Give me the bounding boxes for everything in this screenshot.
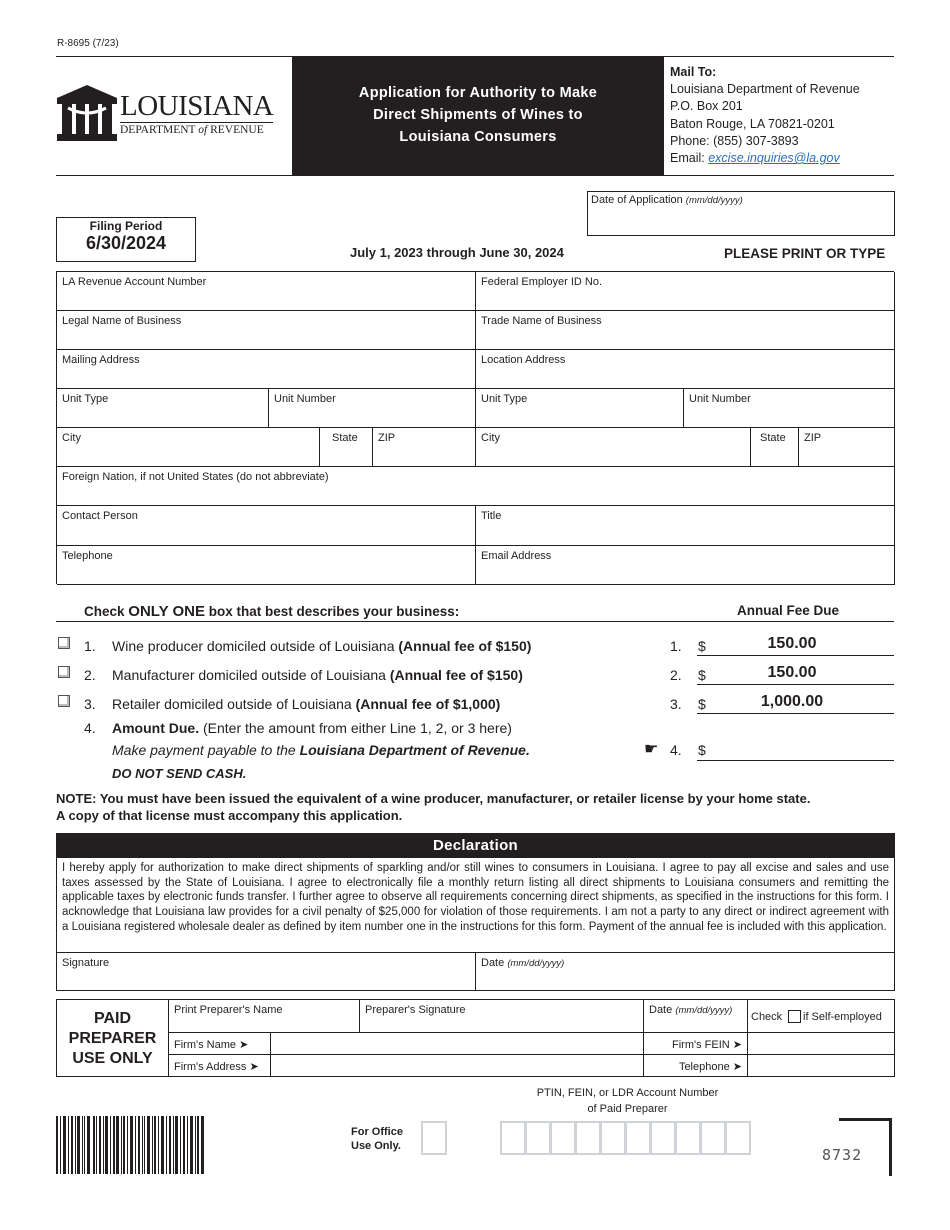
license-note-line-2: A copy of that license must accompany this application. — [56, 808, 403, 823]
state-label: State — [332, 432, 358, 444]
telephone-field[interactable] — [57, 546, 476, 585]
mailing-unit-number-field[interactable] — [269, 389, 476, 428]
trade-name-field[interactable] — [476, 311, 895, 350]
license-note-line-1: NOTE: You must have been issued the equivalent of a wine producer, manufacturer, or retailer license by your home state. — [56, 791, 811, 806]
line-3-fee-note: (Annual fee of $1,000) — [355, 696, 501, 712]
license-note — [56, 790, 810, 824]
preparer-telephone-label: Telephone — [678, 1061, 730, 1073]
pointing-hand-icon: ☛ — [644, 741, 659, 758]
form-number: R-8695 (7/23) — [57, 38, 119, 49]
paid-preparer-section — [56, 999, 895, 1077]
preparer-date-label: Date (mm/dd/yyyy) — [649, 1004, 733, 1016]
mailing-unit-type-field[interactable] — [57, 389, 269, 428]
fein-field[interactable] — [476, 272, 895, 311]
self-employed-check-label: Check — [751, 1011, 783, 1023]
line-2-dollar: $ — [698, 667, 706, 683]
date-of-application-label: Date of Application (mm/dd/yyyy) — [591, 194, 743, 206]
firm-name-label-cell — [169, 1033, 271, 1055]
self-employed-label: if Self-employed — [803, 1011, 882, 1023]
fein-label: Federal Employer ID No. — [481, 276, 603, 288]
preparer-signature-label: Preparer's Signature — [365, 1004, 466, 1016]
filing-period-value: 6/30/2024 — [85, 233, 167, 253]
check-instruction-post: box that best describes your business: — [204, 604, 460, 619]
line-1 — [84, 638, 531, 654]
line-1-text: Wine producer domiciled outside of Louisiana — [112, 638, 399, 654]
arrow-right-icon: ➤ — [249, 1061, 259, 1073]
telephone-label: Telephone — [62, 550, 113, 562]
email-address-label: Email Address — [481, 550, 552, 562]
logo — [56, 84, 276, 144]
ptin-box — [600, 1121, 626, 1155]
firm-name-field[interactable] — [271, 1033, 644, 1055]
check-instruction-pre: Check — [84, 604, 129, 619]
line-4-underline — [697, 760, 894, 761]
mail-to-phone: Phone: (855) 307-3893 — [670, 133, 799, 148]
unit-type-label: Unit Type — [62, 393, 109, 405]
mail-to-block — [670, 64, 860, 167]
la-account-field[interactable] — [57, 272, 476, 311]
payable-note — [112, 742, 530, 758]
line-1-right-number: 1. — [670, 638, 682, 654]
mail-to-email-link[interactable]: excise.inquiries@la.gov — [708, 151, 840, 166]
declaration-date-field[interactable] — [476, 952, 894, 991]
location-address-field[interactable] — [476, 350, 895, 389]
contact-person-label: Contact Person — [62, 510, 138, 522]
line-3 — [84, 696, 500, 712]
preparer-telephone-field[interactable] — [748, 1055, 894, 1076]
line-2-underline — [697, 684, 894, 685]
logo-sub-of: of — [198, 124, 208, 136]
paid-preparer-line-3: USE ONLY — [72, 1050, 153, 1067]
check-instruction-bold: ONLY ONE — [128, 603, 205, 620]
self-employed-area — [748, 1000, 894, 1033]
check-section-rule — [56, 621, 894, 622]
location-unit-type-field[interactable] — [476, 389, 684, 428]
ptin-note-line-1: PTIN, FEIN, or LDR Account Number — [536, 1087, 719, 1099]
mailing-address-field[interactable] — [57, 350, 476, 389]
line-2-amount: 150.00 — [767, 664, 817, 681]
declaration-heading: Declaration — [57, 834, 894, 858]
foreign-nation-label: Foreign Nation, if not United States (do not abbreviate) — [62, 471, 329, 483]
title-block — [292, 56, 664, 176]
line-3-text: Retailer domiciled outside of Louisiana — [112, 696, 356, 712]
mailing-state-field[interactable] — [320, 428, 373, 467]
contact-title-label: Title — [481, 510, 502, 522]
foreign-nation-field[interactable] — [57, 467, 895, 506]
unit-type-label: Unit Type — [481, 393, 528, 405]
line-1-fee-note: (Annual fee of $150) — [398, 638, 532, 654]
preparer-date-field[interactable] — [644, 1000, 748, 1033]
la-account-label: LA Revenue Account Number — [62, 276, 207, 288]
title-line-3: Louisiana Consumers — [399, 129, 557, 145]
location-address-label: Location Address — [481, 354, 566, 366]
line-1-dollar: $ — [698, 638, 706, 654]
amount-due-field[interactable] — [710, 740, 894, 760]
header-rule — [56, 56, 292, 57]
mail-to-heading: Mail To: — [670, 65, 717, 79]
ptin-box — [650, 1121, 676, 1155]
annual-fee-header: Annual Fee Due — [737, 603, 840, 618]
firm-fein-label-cell — [644, 1033, 748, 1055]
title-line-2: Direct Shipments of Wines to — [373, 107, 583, 123]
line-2-right-number: 2. — [670, 667, 682, 683]
date-of-application-field[interactable] — [587, 191, 895, 236]
line-4-number: 4. — [84, 720, 96, 736]
arrow-right-icon: ➤ — [239, 1039, 249, 1051]
declaration-date-label: Date (mm/dd/yyyy) — [481, 957, 565, 969]
legal-name-field[interactable] — [57, 311, 476, 350]
city-label: City — [481, 432, 500, 444]
ptin-note-line-2: of Paid Preparer — [587, 1103, 668, 1115]
barcode-image — [56, 1116, 204, 1174]
mail-to-email-row — [670, 150, 860, 167]
line-1-number: 1. — [84, 638, 96, 654]
unit-number-label: Unit Number — [689, 393, 751, 405]
line-3-underline — [697, 713, 894, 714]
line-3-right-number: 3. — [670, 696, 682, 712]
payable-note-bold: Louisiana Department of Revenue. — [299, 742, 530, 758]
period-range: July 1, 2023 through June 30, 2024 — [350, 245, 564, 260]
location-zip-field[interactable] — [799, 428, 895, 467]
check-instruction — [84, 603, 459, 620]
firm-address-label: Firm's Address — [174, 1061, 247, 1073]
line-2-number: 2. — [84, 667, 96, 683]
mailing-zip-field[interactable] — [373, 428, 476, 467]
location-unit-number-field[interactable] — [684, 389, 895, 428]
logo-word: LOUISIANA — [120, 90, 274, 122]
contact-title-field[interactable] — [476, 506, 895, 546]
ptin-box — [675, 1121, 701, 1155]
line-2-fee-note: (Annual fee of $150) — [389, 667, 523, 683]
filing-period-box — [56, 217, 196, 262]
state-label: State — [760, 432, 786, 444]
paid-preparer-label — [57, 1000, 169, 1076]
office-use-line-1: For Office — [351, 1126, 403, 1138]
line-4 — [84, 720, 512, 736]
mail-to-line-3: Baton Rouge, LA 70821-0201 — [670, 116, 835, 131]
arrow-right-icon: ➤ — [732, 1061, 742, 1073]
line-4-right-number: 4. — [670, 742, 682, 758]
location-city-field[interactable] — [476, 428, 751, 467]
location-state-field[interactable] — [751, 428, 799, 467]
form-code: 8732 — [822, 1146, 863, 1164]
ptin-box — [725, 1121, 751, 1155]
line-3-number: 3. — [84, 696, 96, 712]
line-4-text: (Enter the amount from either Line 1, 2, or 3 here) — [199, 720, 512, 736]
mailing-city-field[interactable] — [57, 428, 320, 467]
ptin-box — [550, 1121, 576, 1155]
ptin-box — [525, 1121, 551, 1155]
mail-to-email-label: Email: — [670, 151, 705, 166]
zip-label: ZIP — [378, 432, 396, 444]
mail-to-line-1: Louisiana Department of Revenue — [670, 82, 860, 97]
ptin-box — [500, 1121, 526, 1155]
self-employed-checkbox[interactable] — [788, 1010, 801, 1023]
line-4-dollar: $ — [698, 742, 706, 758]
logo-sub-post: REVENUE — [210, 124, 264, 136]
ptin-box — [575, 1121, 601, 1155]
header-rule-right — [664, 56, 894, 57]
preparer-signature-field[interactable] — [360, 1000, 644, 1033]
declaration-section — [56, 833, 895, 991]
unit-number-label: Unit Number — [274, 393, 336, 405]
logo-subline — [120, 122, 273, 136]
preparer-name-field[interactable] — [169, 1000, 360, 1033]
firm-address-label-cell — [169, 1055, 271, 1076]
telephone-label-cell — [644, 1055, 748, 1076]
logo-sub-pre: DEPARTMENT — [120, 124, 196, 136]
ptin-box — [625, 1121, 651, 1155]
payable-note-pre: Make payment payable to the — [112, 742, 300, 758]
firm-fein-label: Firm's FEIN — [672, 1039, 730, 1051]
declaration-signature-field[interactable] — [57, 952, 476, 991]
line-3-dollar: $ — [698, 696, 706, 712]
preparer-name-label: Print Preparer's Name — [174, 1004, 283, 1016]
ptin-note — [500, 1085, 755, 1117]
title-line-1: Application for Authority to Make — [358, 85, 598, 101]
wine-producer-checkbox[interactable] — [58, 637, 70, 649]
trade-name-label: Trade Name of Business — [481, 315, 602, 327]
print-notice: PLEASE PRINT OR TYPE — [724, 246, 886, 261]
line-1-amount: 150.00 — [767, 635, 817, 652]
paid-preparer-line-2: PREPARER — [68, 1030, 157, 1047]
declaration-text: I hereby apply for authorization to make direct shipments of sparkling and/or still wines to consumers in Louisiana. I agree to pay all excise and sales and use taxes assessed by the State of Louisiana. I agree to electronically file a monthly return listing all direct shipments to Louisiana consumers and remitting the applicable taxes by electronic funds transfer. I further agree to observe all requirements concerning direct shipments, as specified in the instructions for this form. I acknowledge that Louisiana law provides for a civil penalty of $25,000 for violation of those requirements. I am not a party to any direct or indirect agreement with a Louisiana registered wholesale dealer as defined by item number one in the instructions for this form. Payment of the annual fee is included with this application. — [62, 862, 889, 933]
mailing-address-label: Mailing Address — [62, 354, 140, 366]
line-1-underline — [697, 655, 894, 656]
line-3-amount: 1,000.00 — [760, 693, 824, 710]
firm-fein-field[interactable] — [748, 1033, 894, 1055]
email-address-field[interactable] — [476, 546, 895, 585]
ptin-boxes[interactable] — [500, 1121, 753, 1155]
paid-preparer-line-1: PAID — [93, 1010, 132, 1027]
signature-label: Signature — [62, 957, 110, 969]
business-info-grid — [56, 271, 894, 584]
line-2-text: Manufacturer domiciled outside of Louisiana — [112, 667, 390, 683]
legal-name-label: Legal Name of Business — [62, 315, 182, 327]
mail-to-line-2: P.O. Box 201 — [670, 99, 743, 114]
capitol-logo-icon — [56, 84, 118, 142]
retailer-checkbox[interactable] — [58, 695, 70, 707]
firm-name-label: Firm's Name — [174, 1039, 236, 1051]
ptin-box — [700, 1121, 726, 1155]
office-use-box — [421, 1121, 447, 1155]
firm-address-field[interactable] — [271, 1055, 644, 1076]
line-4-heading: Amount Due. — [112, 720, 200, 736]
filing-period-label: Filing Period — [89, 219, 163, 233]
line-2 — [84, 667, 523, 683]
arrow-right-icon: ➤ — [732, 1039, 742, 1051]
office-use-label — [351, 1125, 403, 1153]
office-use-line-2: Use Only. — [351, 1140, 401, 1152]
zip-label: ZIP — [804, 432, 822, 444]
manufacturer-checkbox[interactable] — [58, 666, 70, 678]
no-cash-note: DO NOT SEND CASH. — [112, 766, 247, 781]
city-label: City — [62, 432, 81, 444]
contact-person-field[interactable] — [57, 506, 476, 546]
